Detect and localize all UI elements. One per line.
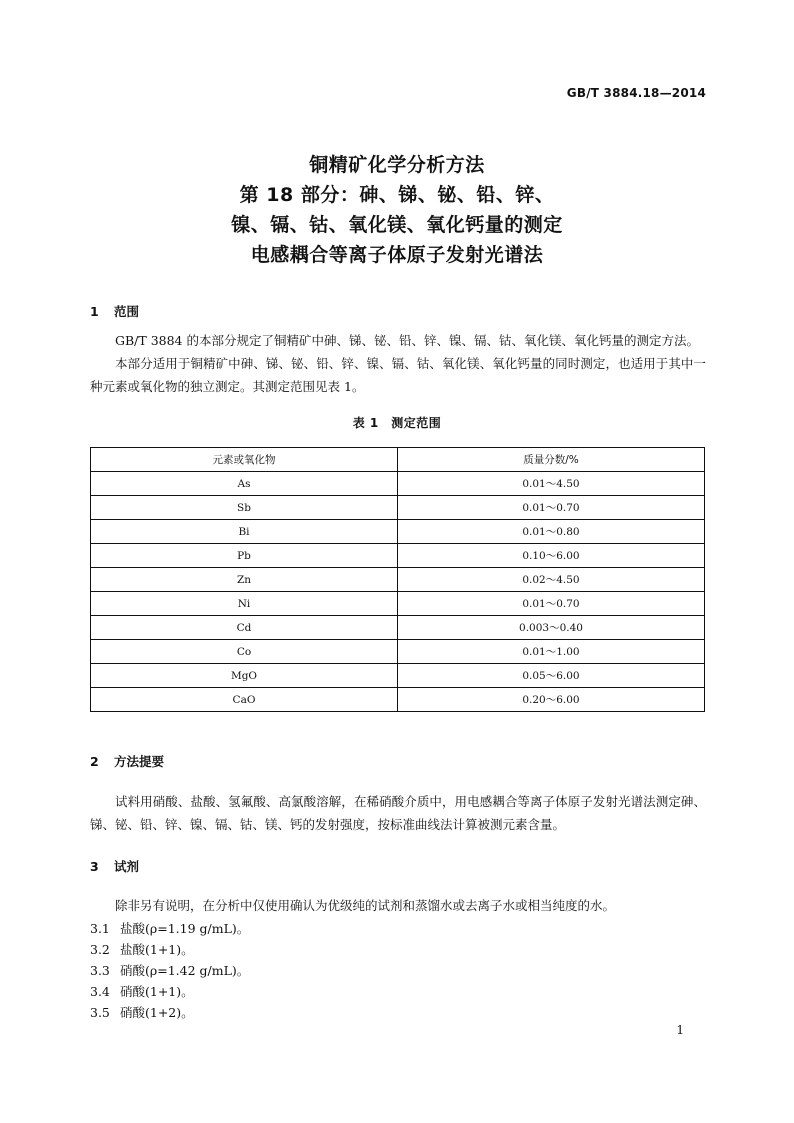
range-cell: 0.01～0.70 xyxy=(398,592,705,616)
title-line: 铜精矿化学分析方法 xyxy=(309,154,485,176)
range-cell: 0.20～6.00 xyxy=(398,688,705,712)
title-line: 第 18 部分：砷、锑、铋、铅、锌、 xyxy=(239,184,555,206)
item-number: 3.4 xyxy=(90,984,110,999)
reagent-list xyxy=(90,918,249,1023)
section-title: 方法提要 xyxy=(114,754,165,769)
title-line: 镍、镉、钴、氧化镁、氧化钙量的测定 xyxy=(231,214,563,236)
column-header-mass-fraction: 质量分数/% xyxy=(398,448,705,472)
list-item xyxy=(90,918,249,939)
section-number: 1 xyxy=(90,304,99,319)
list-item xyxy=(90,1002,249,1023)
range-cell: 0.01～0.70 xyxy=(398,496,705,520)
element-cell: MgO xyxy=(91,664,398,688)
range-cell: 0.02～4.50 xyxy=(398,568,705,592)
item-text: 硝酸(1+2)。 xyxy=(120,1005,194,1020)
element-cell: Pb xyxy=(91,544,398,568)
table-row xyxy=(91,544,705,568)
range-cell: 0.01～4.50 xyxy=(398,472,705,496)
table-row xyxy=(91,472,705,496)
element-cell: Bi xyxy=(91,520,398,544)
table-row xyxy=(91,664,705,688)
element-cell: Cd xyxy=(91,616,398,640)
table-row xyxy=(91,640,705,664)
range-cell: 0.10～6.00 xyxy=(398,544,705,568)
range-cell: 0.01～1.00 xyxy=(398,640,705,664)
table-row xyxy=(91,520,705,544)
section-heading-scope xyxy=(90,302,139,320)
section-heading-reagents xyxy=(90,857,139,875)
standard-code: GB/T 3884.18—2014 xyxy=(566,86,706,100)
section-number: 2 xyxy=(90,754,99,769)
section-number: 3 xyxy=(90,859,99,874)
method-paragraph: 试料用硝酸、盐酸、氢氟酸、高氯酸溶解，在稀硝酸介质中，用电感耦合等离子体原子发射光谱法测定砷、锑、铋、铅、锌、镍、镉、钴、镁、钙的发射强度，按标准曲线法计算被测元素含量。 xyxy=(90,794,706,832)
element-cell: CaO xyxy=(91,688,398,712)
section-title: 范围 xyxy=(114,304,140,319)
measurement-range-table xyxy=(90,447,705,712)
list-item xyxy=(90,939,249,960)
item-number: 3.2 xyxy=(90,942,110,957)
scope-paragraph-2: 本部分适用于铜精矿中砷、锑、铋、铅、锌、镍、镉、钴、氧化镁、氧化钙量的同时测定，也适用于其中一种元素或氧化物的独立测定。其测定范围见表 1。 xyxy=(90,356,706,394)
table-row xyxy=(91,568,705,592)
table-caption: 表 1 测定范围 xyxy=(352,416,442,430)
element-cell: Ni xyxy=(91,592,398,616)
title-line: 电感耦合等离子体原子发射光谱法 xyxy=(250,244,544,266)
document-title xyxy=(0,150,794,270)
element-cell: Zn xyxy=(91,568,398,592)
table-row xyxy=(91,688,705,712)
list-item xyxy=(90,981,249,1002)
range-cell: 0.01～0.80 xyxy=(398,520,705,544)
range-cell: 0.003～0.40 xyxy=(398,616,705,640)
element-cell: As xyxy=(91,472,398,496)
scope-paragraph-1: GB/T 3884 的本部分规定了铜精矿中砷、锑、铋、铅、锌、镍、镉、钴、氧化镁、氧化钙量的测定方法。 xyxy=(115,333,699,348)
list-item xyxy=(90,960,249,981)
element-cell: Sb xyxy=(91,496,398,520)
page-number: 1 xyxy=(676,1023,684,1037)
table-row xyxy=(91,616,705,640)
item-number: 3.5 xyxy=(90,1005,110,1020)
element-cell: Co xyxy=(91,640,398,664)
section-heading-method-principle xyxy=(90,752,164,770)
item-number: 3.1 xyxy=(90,921,110,936)
reagents-paragraph: 除非另有说明，在分析中仅使用确认为优级纯的试剂和蒸馏水或去离子水或相当纯度的水。 xyxy=(115,898,616,913)
table-row xyxy=(91,496,705,520)
table-header-row xyxy=(91,448,705,472)
table-row xyxy=(91,592,705,616)
range-cell: 0.05～6.00 xyxy=(398,664,705,688)
item-text: 硝酸(1+1)。 xyxy=(120,984,194,999)
item-text: 盐酸(1+1)。 xyxy=(120,942,194,957)
column-header-element: 元素或氧化物 xyxy=(91,448,398,472)
item-number: 3.3 xyxy=(90,963,110,978)
section-title: 试剂 xyxy=(114,859,140,874)
item-text: 盐酸(ρ=1.19 g/mL)。 xyxy=(120,921,250,936)
item-text: 硝酸(ρ=1.42 g/mL)。 xyxy=(120,963,250,978)
